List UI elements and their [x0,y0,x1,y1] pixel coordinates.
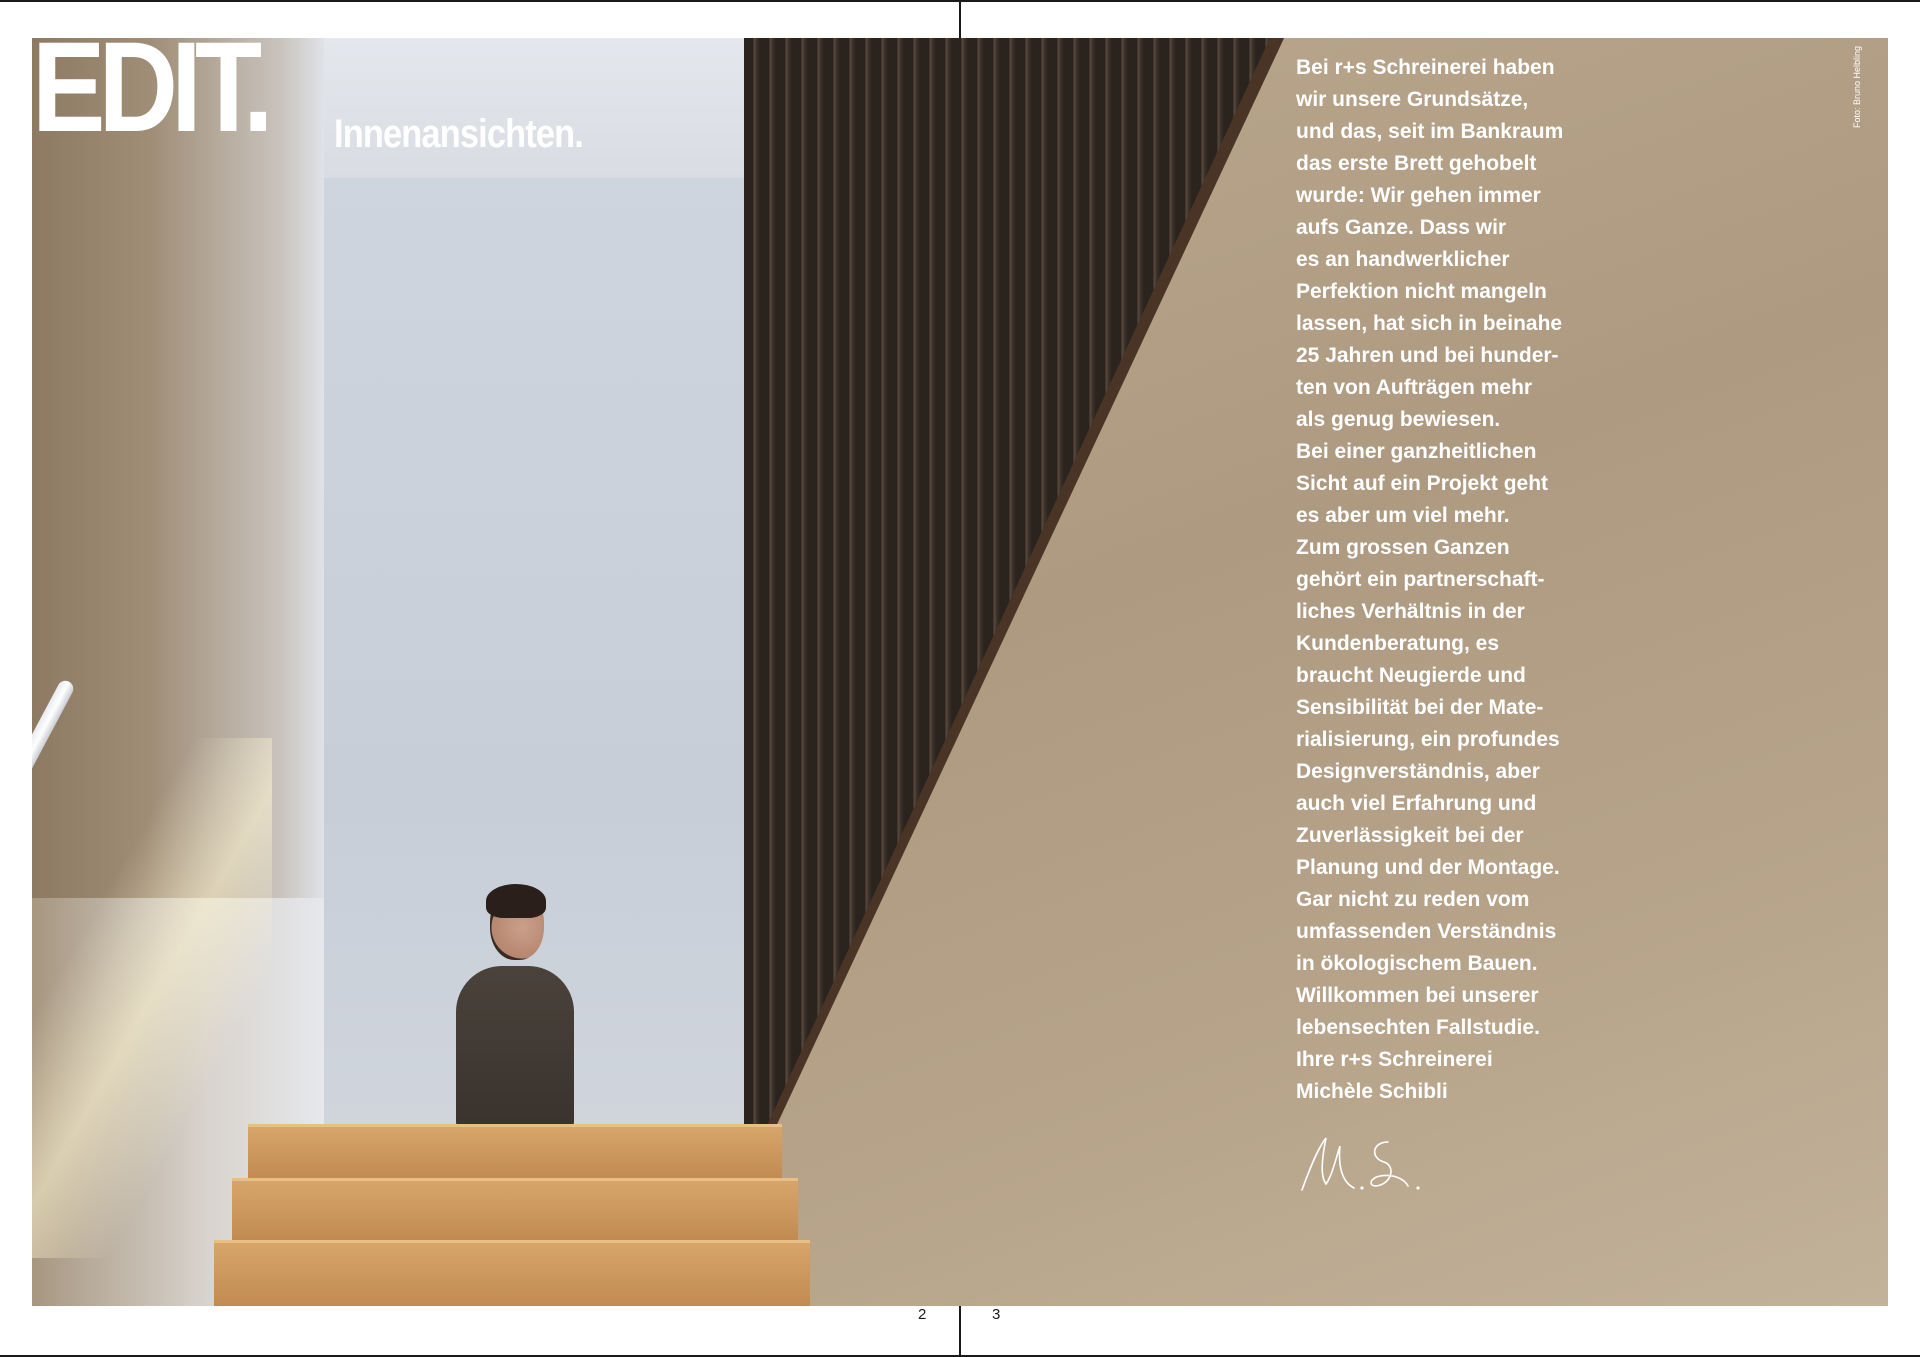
editorial-text-line: Planung und der Montage. [1296,856,1560,879]
person-hair [486,884,546,918]
editorial-text-line: 25 Jahren und bei hunder- [1296,344,1559,367]
signature-icon [1292,1118,1432,1208]
photo-credit: Foto: Bruno Helbling [1852,46,1862,129]
magazine-title: EDIT. [32,38,267,159]
editorial-text-line: rialisierung, ein profundes [1296,728,1560,751]
person-body [456,966,574,1128]
editorial-text-line: als genug bewiesen. [1296,408,1501,431]
editorial-text-line: in ökologischem Bauen. [1296,952,1538,975]
editorial-text-line: liches Verhältnis in der [1296,600,1525,623]
editorial-text-line: umfassenden Verständnis [1296,920,1557,943]
editorial-text [1296,52,1626,1108]
editorial-text-line: Willkommen bei unserer [1296,984,1539,1007]
editorial-text-line: gehört ein partnerschaft- [1296,568,1545,591]
editorial-text-line: wir unsere Grundsätze, [1296,88,1529,111]
photo-person [442,888,582,1128]
editorial-text-line: auch viel Erfahrung und [1296,792,1537,815]
editorial-text-line: Designverständnis, aber [1296,760,1540,783]
editorial-text-line: Gar nicht zu reden vom [1296,888,1530,911]
editorial-text-line: Ihre r+s Schreinerei [1296,1048,1493,1071]
stair-step [232,1178,798,1243]
editorial-text-line: Bei r+s Schreinerei haben [1296,56,1555,79]
editorial-text-line: Sensibilität bei der Mate- [1296,696,1544,719]
editorial-text-line: Zuverlässigkeit bei der [1296,824,1524,847]
page-number-left: 2 [918,1306,927,1323]
editorial-text-line: es aber um viel mehr. [1296,504,1510,527]
stair-step [248,1124,782,1181]
editorial-text-line: Perfektion nicht mangeln [1296,280,1547,303]
page-number-right: 3 [992,1306,1001,1323]
stair-step [214,1240,810,1306]
editorial-text-line: lebensechten Fallstudie. [1296,1016,1540,1039]
editorial-text-line: Zum grossen Ganzen [1296,536,1510,559]
editorial-text-line: Kundenberatung, es [1296,632,1500,655]
editorial-text-line: lassen, hat sich in beinahe [1296,312,1563,335]
editorial-text-line: und das, seit im Bankraum [1296,120,1564,143]
editorial-text-line: Sicht auf ein Projekt geht [1296,472,1549,495]
editorial-text-line: es an handwerklicher [1296,248,1510,271]
editorial-text-line: Michèle Schibli [1296,1080,1448,1103]
editorial-text-line: das erste Brett gehobelt [1296,152,1537,175]
magazine-spread-photo [32,38,1888,1306]
magazine-subtitle: Innenansichten. [334,112,583,156]
editorial-text-line: Bei einer ganzheitlichen [1296,440,1537,463]
photo-ceiling [324,38,754,178]
editorial-text-line: wurde: Wir gehen immer [1296,184,1541,207]
editorial-text-line: aufs Ganze. Dass wir [1296,216,1507,239]
editorial-text-line: ten von Aufträgen mehr [1296,376,1533,399]
editorial-text-line: braucht Neugierde und [1296,664,1526,687]
photo-stairs [172,1124,752,1306]
